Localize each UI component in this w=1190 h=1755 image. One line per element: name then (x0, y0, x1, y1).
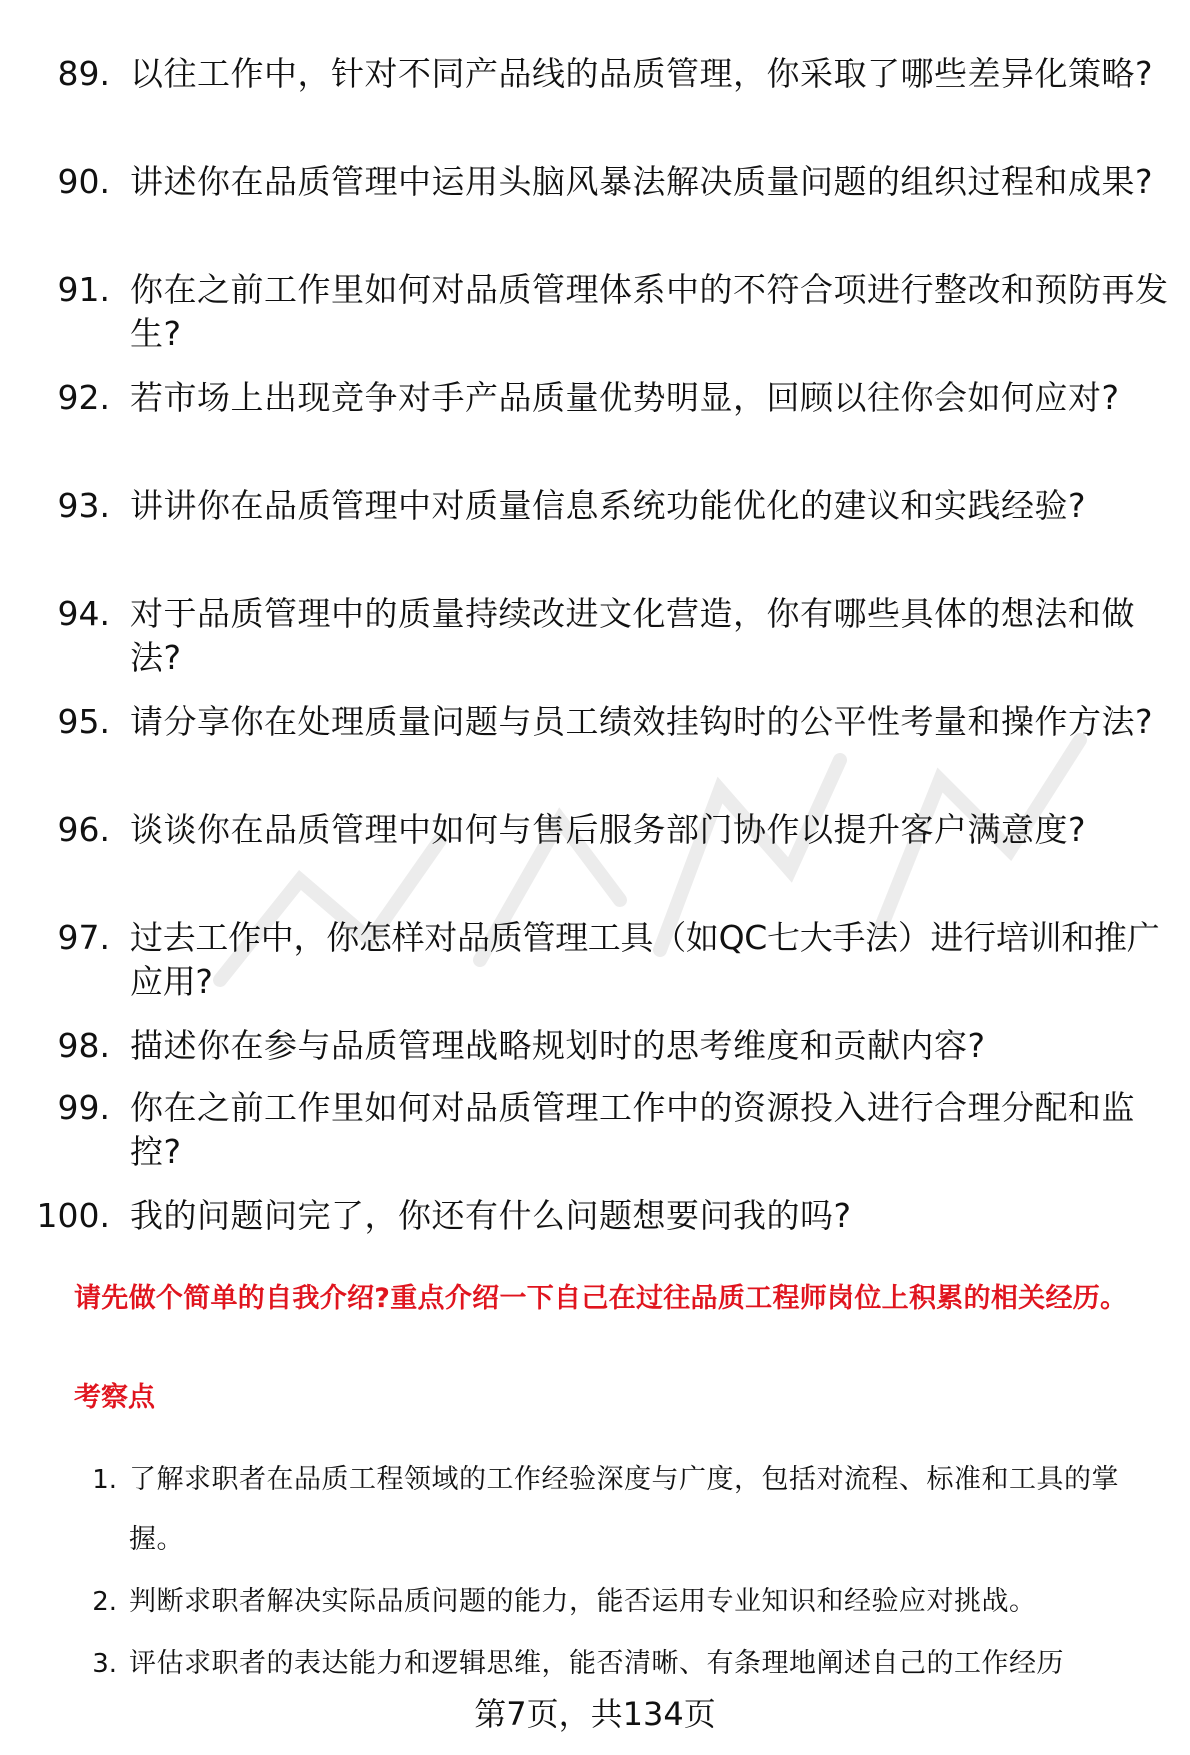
question-text: 对于品质管理中的质量持续改进文化营造，你有哪些具体的想法和做法? (130, 594, 1135, 677)
list-item (0, 916, 1190, 1024)
list-item (0, 376, 1190, 484)
question-number: 95. (57, 702, 110, 741)
list-item (0, 1024, 1190, 1086)
question-text: 你在之前工作里如何对品质管理体系中的不符合项进行整改和预防再发生? (130, 270, 1169, 353)
question-number: 91. (57, 270, 110, 309)
list-item (0, 268, 1190, 376)
question-number: 93. (57, 486, 110, 525)
list-item (0, 700, 1190, 808)
question-number: 94. (57, 594, 110, 633)
list-item (0, 1634, 1190, 1696)
question-text: 讲述你在品质管理中运用头脑风暴法解决质量问题的组织过程和成果? (130, 162, 1154, 201)
question-text: 描述你在参与品质管理战略规划时的思考维度和贡献内容? (130, 1026, 986, 1065)
point-number: 2. (92, 1587, 117, 1617)
list-item (0, 160, 1190, 268)
question-number: 89. (57, 54, 110, 93)
question-number: 98. (57, 1026, 110, 1065)
list-item (0, 1450, 1190, 1572)
question-text: 讲讲你在品质管理中对质量信息系统功能优化的建议和实践经验? (130, 486, 1087, 525)
list-item (0, 52, 1190, 160)
question-text: 我的问题问完了，你还有什么问题想要问我的吗? (130, 1196, 852, 1235)
point-number: 1. (92, 1465, 117, 1495)
point-text: 判断求职者解决实际品质问题的能力，能否运用专业知识和经验应对挑战。 (129, 1586, 1037, 1617)
question-text: 以往工作中，针对不同产品线的品质管理，你采取了哪些差异化策略? (130, 54, 1154, 93)
highlight-question: 请先做个简单的自我介绍?重点介绍一下自己在过往品质工程师岗位上积累的相关经历。 (74, 1283, 1128, 1314)
list-item (0, 1572, 1190, 1634)
list-item (0, 1194, 1190, 1256)
question-number: 100. (36, 1196, 110, 1235)
list-item (0, 484, 1190, 592)
point-number: 3. (92, 1649, 117, 1679)
question-number: 96. (57, 810, 110, 849)
page-footer: 第7页，共134页 (474, 1695, 716, 1733)
question-number: 90. (57, 162, 110, 201)
question-text: 你在之前工作里如何对品质管理工作中的资源投入进行合理分配和监控? (130, 1088, 1135, 1171)
section-heading: 考察点 (74, 1382, 155, 1413)
question-number: 97. (57, 918, 110, 957)
point-text: 了解求职者在品质工程领域的工作经验深度与广度，包括对流程、标准和工具的掌握。 (129, 1464, 1119, 1555)
question-text: 若市场上出现竞争对手产品质量优势明显，回顾以往你会如何应对? (130, 378, 1120, 417)
question-text: 过去工作中，你怎样对品质管理工具（如QC七大手法）进行培训和推广应用? (130, 918, 1160, 1001)
point-text: 评估求职者的表达能力和逻辑思维，能否清晰、有条理地阐述自己的工作经历 (129, 1648, 1064, 1679)
question-text: 谈谈你在品质管理中如何与售后服务部门协作以提升客户满意度? (130, 810, 1087, 849)
list-item (0, 808, 1190, 916)
question-number: 92. (57, 378, 110, 417)
question-text: 请分享你在处理质量问题与员工绩效挂钩时的公平性考量和操作方法? (130, 702, 1154, 741)
list-item (0, 1086, 1190, 1194)
question-number: 99. (57, 1088, 110, 1127)
list-item (0, 592, 1190, 700)
question-list (0, 52, 1190, 1256)
point-list (0, 1450, 1190, 1696)
